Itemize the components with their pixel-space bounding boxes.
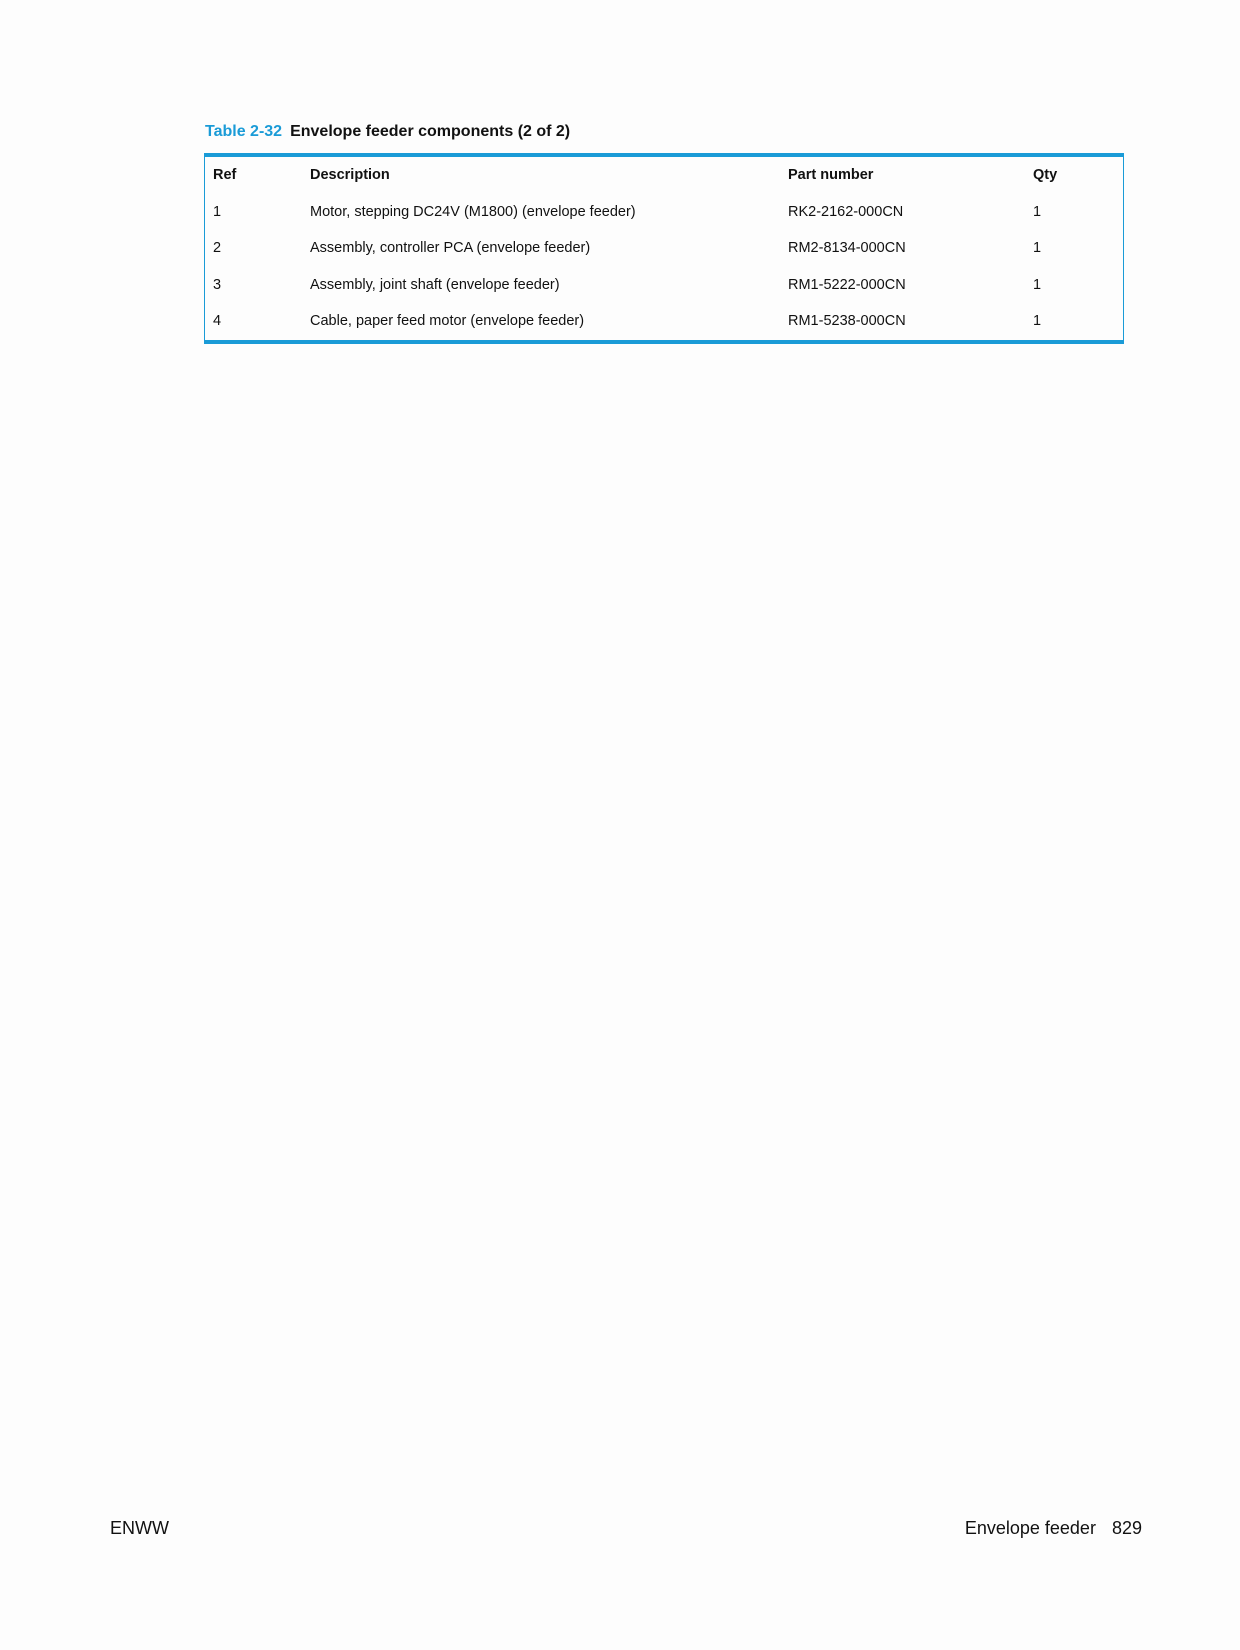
cell-part-number: RM2-8134-000CN <box>788 240 906 257</box>
page-number: 829 <box>1111 1518 1142 1538</box>
cell-qty: 1 <box>1033 313 1042 330</box>
cell-ref: 1 <box>213 203 222 220</box>
footer-enww: ENWW <box>110 1518 169 1538</box>
header-description: Description <box>310 167 390 184</box>
cell-qty: 1 <box>1033 240 1042 257</box>
cell-description: Cable, paper feed motor (envelope feeder) <box>310 313 585 330</box>
footer-section-title: Envelope feeder <box>964 1518 1096 1538</box>
cell-ref: 2 <box>213 240 222 257</box>
header-qty: Qty <box>1033 167 1058 184</box>
header-part-number: Part number <box>788 167 874 184</box>
header-ref: Ref <box>213 167 237 184</box>
cell-part-number: RK2-2162-000CN <box>788 203 904 220</box>
cell-description: Motor, stepping DC24V (M1800) (envelope feeder) <box>310 203 636 220</box>
table-row <box>205 194 1123 231</box>
cell-qty: 1 <box>1033 203 1042 220</box>
cell-part-number: RM1-5238-000CN <box>788 313 906 330</box>
cell-ref: 3 <box>213 276 222 293</box>
cell-qty: 1 <box>1033 276 1042 293</box>
cell-description: Assembly, controller PCA (envelope feeder) <box>310 240 591 257</box>
table-number: Table 2-32 <box>205 123 283 140</box>
table-caption <box>205 123 570 141</box>
cell-description: Assembly, joint shaft (envelope feeder) <box>310 276 560 293</box>
table-title: Envelope feeder components (2 of 2) <box>290 123 571 140</box>
table-row <box>205 303 1123 340</box>
table-row <box>205 230 1123 267</box>
table-header-row <box>205 157 1123 194</box>
footer-page-info <box>965 1518 1142 1539</box>
components-table <box>204 153 1124 344</box>
cell-ref: 4 <box>213 313 222 330</box>
cell-part-number: RM1-5222-000CN <box>788 276 906 293</box>
table-row <box>205 267 1123 304</box>
